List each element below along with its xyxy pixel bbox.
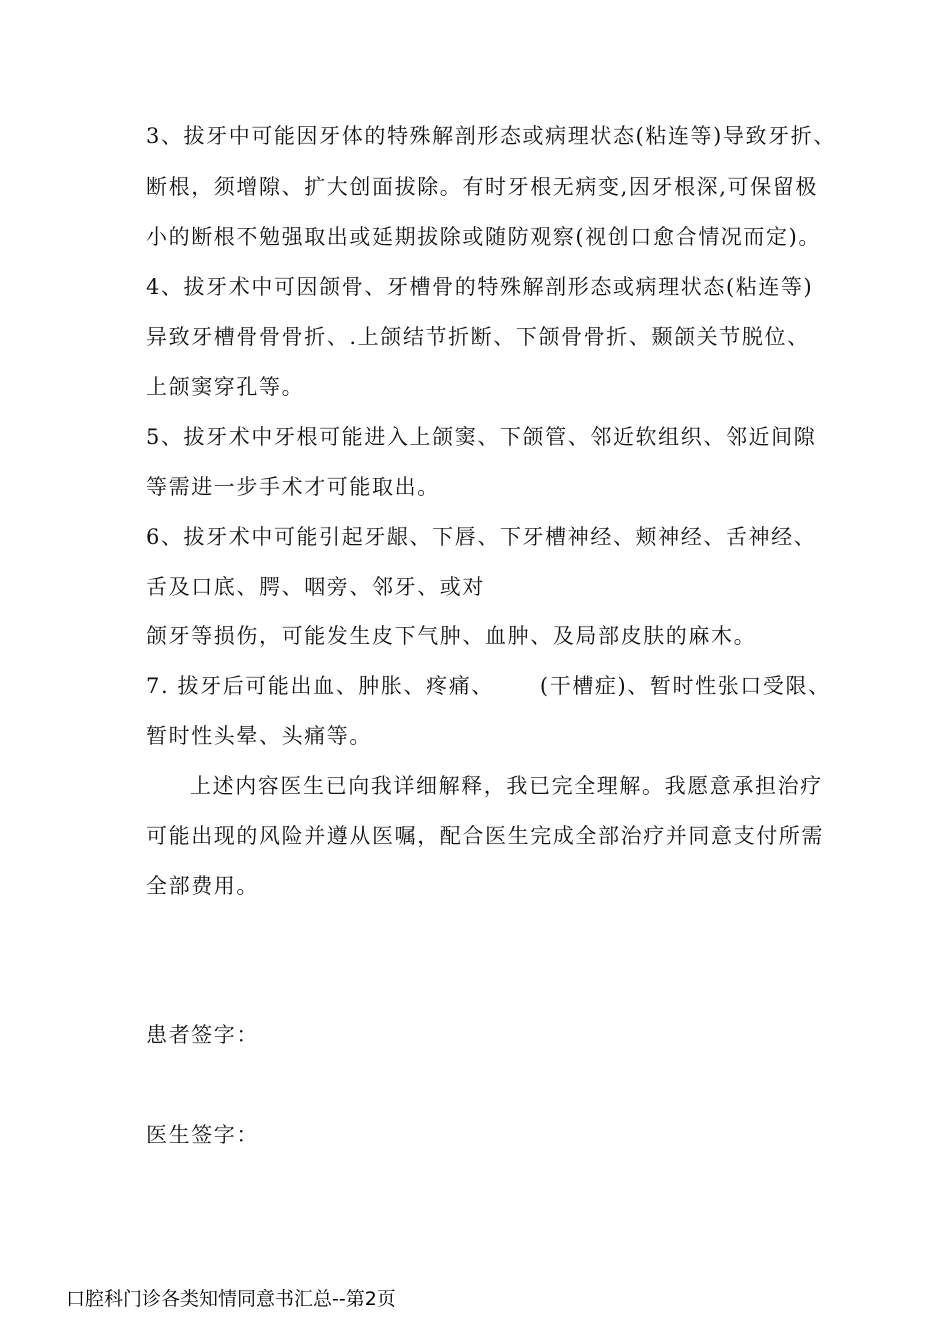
statement-line-2: 可能出现的风险并遵从医嘱，配合医生完成全部治疗并同意支付所需	[146, 824, 824, 848]
item7-continuation: 暂时性头晕、头痛等。	[146, 724, 372, 748]
body-line-1: 3、拔牙中可能因牙体的特殊解剖形态或病理状态(粘连等)导致牙折、	[146, 124, 836, 148]
doctor-signature-label: 医生签字：	[146, 1123, 259, 1147]
item7-line	[146, 672, 831, 700]
statement-line-3: 全部费用。	[146, 874, 259, 898]
body-line-9: 6、拔牙术中可能引起牙龈、下唇、下牙槽神经、颊神经、舌神经、	[146, 525, 817, 549]
body-line-4: 4、拔牙术中可因颌骨、牙槽骨的特殊解剖形态或病理状态(粘连等)	[146, 275, 814, 299]
body-line-7: 5、拔牙术中牙根可能进入上颌窦、下颌管、邻近软组织、邻近间隙	[146, 425, 817, 449]
body-line-8: 等需进一步手术才可能取出。	[146, 475, 440, 499]
statement-line-1: 上述内容医生已向我详细解释，我已完全理解。我愿意承担治疗	[190, 774, 823, 798]
body-line-6: 上颌窦穿孔等。	[146, 375, 305, 399]
body-line-10: 舌及口底、腭、咽旁、邻牙、或对	[146, 575, 485, 599]
patient-signature-label: 患者签字：	[146, 1023, 259, 1047]
body-line-3: 小的断根不勉强取出或延期拔除或随防观察(视创口愈合情况而定)。	[146, 225, 821, 249]
item7-part2: (干槽症)、暂时性张口受限、	[539, 674, 831, 698]
body-line-2: 断根，须增隙、扩大创面拔除。有时牙根无病变,因牙根深,可保留极	[146, 175, 818, 199]
body-line-11: 颌牙等损伤，可能发生皮下气肿、血肿、及局部皮肤的麻木。	[146, 624, 757, 648]
page-footer: 口腔科门诊各类知情同意书汇总--第2页	[66, 1288, 396, 1310]
item7-part1: 7. 拔牙后可能出血、肿胀、疼痛、	[146, 674, 494, 698]
body-line-5: 异致牙槽骨骨骨折、.上颌结节折断、下颌骨骨折、颞颌关节脱位、	[146, 325, 810, 349]
